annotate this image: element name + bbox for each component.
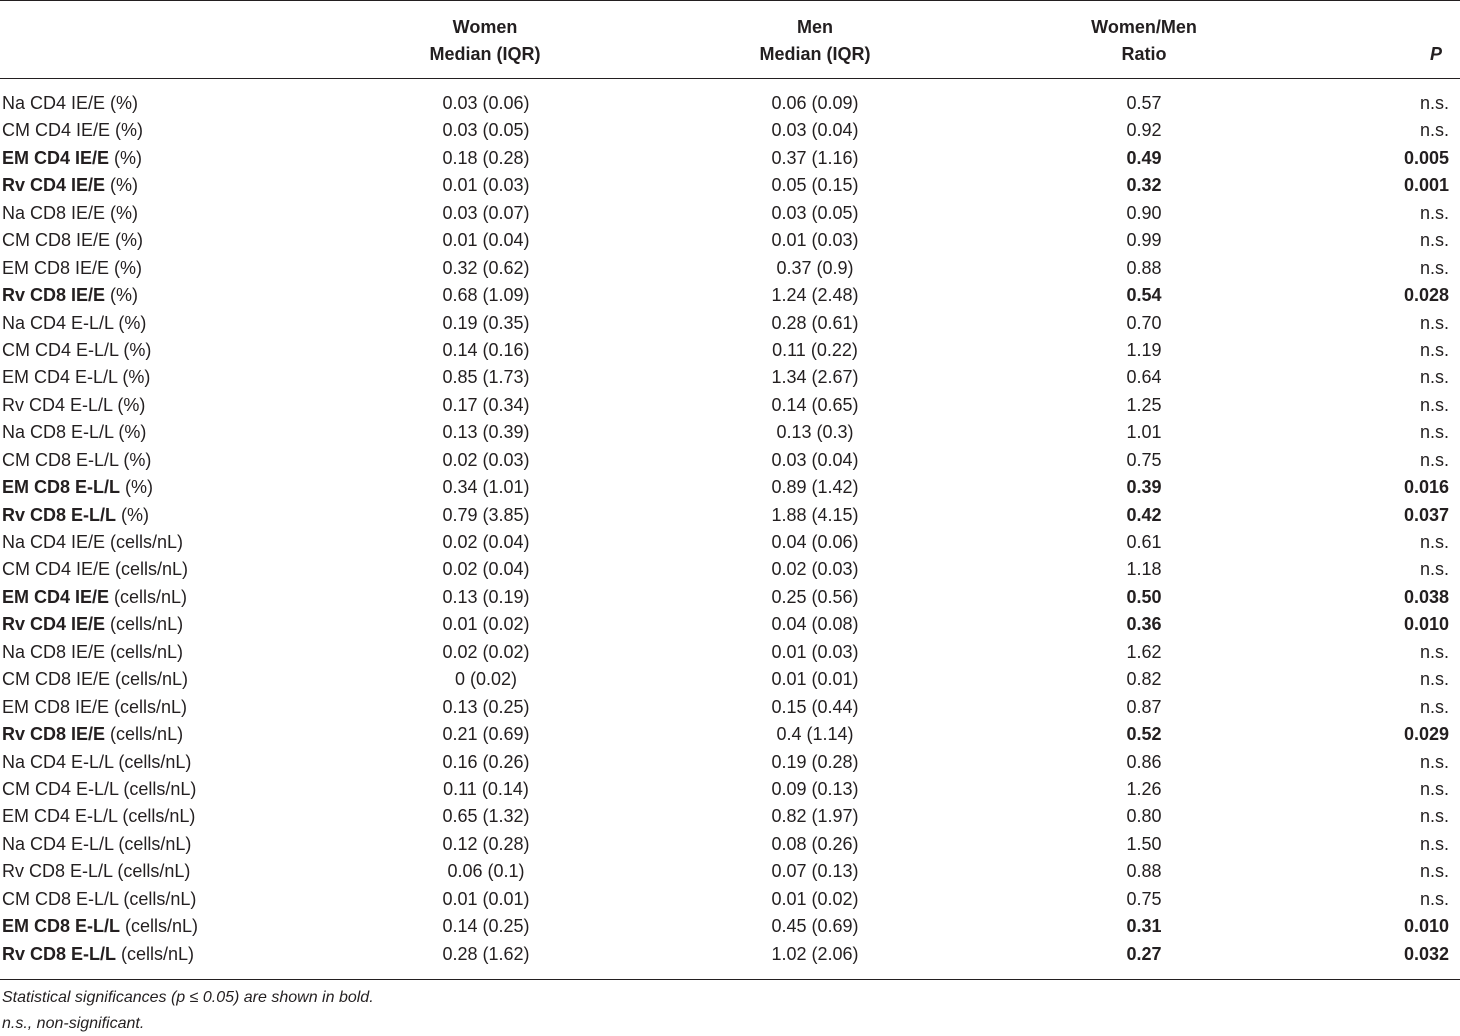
women-median-cell: 0.85 (1.73) [442, 367, 530, 388]
row-label-text: CM CD4 IE/E (%) [2, 120, 144, 141]
ratio-cell: 1.25 [1126, 394, 1162, 415]
row-label-text: (cells/nL) [109, 586, 188, 607]
table-row [0, 447, 1460, 474]
women-median-cell: 0.03 (0.05) [442, 120, 530, 141]
row-label-bold: Rv CD8 E-L/L [2, 504, 117, 525]
row-label-text: EM CD8 IE/E (%) [2, 257, 143, 278]
row-label-text: (%) [120, 477, 154, 498]
men-median-cell: 0.25 (0.56) [771, 586, 859, 607]
row-label [2, 117, 143, 144]
table-row [0, 419, 1460, 446]
row-label [2, 913, 198, 940]
ratio-cell: 0.80 [1126, 806, 1162, 827]
men-median-cell: 0.01 (0.03) [771, 230, 859, 251]
header-men [715, 14, 915, 68]
table-row [0, 639, 1460, 666]
ratio-cell: 0.54 [1126, 285, 1162, 306]
men-median-cell: 0.01 (0.02) [771, 888, 859, 909]
ratio-cell: 0.52 [1126, 724, 1162, 745]
row-label-text: Rv CD4 E-L/L (%) [2, 394, 146, 415]
men-median-cell: 0.37 (1.16) [771, 147, 859, 168]
ratio-cell: 0.88 [1126, 257, 1162, 278]
ratio-cell: 1.01 [1126, 422, 1162, 443]
row-label [2, 145, 142, 172]
row-label [2, 803, 195, 830]
row-label-text: (cells/nL) [120, 916, 199, 937]
men-median-cell: 0.4 (1.14) [776, 724, 854, 745]
ratio-cell: 0.42 [1126, 504, 1162, 525]
row-label-text: CM CD8 E-L/L (cells/nL) [2, 888, 197, 909]
row-label [2, 474, 153, 501]
row-label-text: EM CD8 IE/E (cells/nL) [2, 696, 188, 717]
women-median-cell: 0.03 (0.06) [442, 93, 530, 113]
row-label [2, 584, 187, 611]
row-label-bold: Rv CD8 IE/E [2, 724, 106, 745]
men-median-cell: 0.19 (0.28) [771, 751, 859, 772]
header-ratio [1044, 14, 1244, 68]
ratio-cell: 0.32 [1126, 175, 1162, 196]
footnote-significance: Statistical significances (p ≤ 0.05) are shown in bold. [2, 989, 374, 1006]
row-label-text: Na CD4 E-L/L (%) [2, 312, 147, 333]
row-label-bold: Rv CD8 E-L/L [2, 943, 117, 964]
men-median-cell: 0.45 (0.69) [771, 916, 859, 937]
ratio-cell: 0.88 [1126, 861, 1162, 882]
women-median-cell: 0 (0.02) [454, 669, 518, 690]
p-value-cell: n.s. [1419, 778, 1449, 799]
row-label [2, 364, 150, 391]
ratio-cell: 0.90 [1126, 202, 1162, 223]
p-value-cell: 0.010 [1403, 916, 1449, 937]
row-label [2, 831, 191, 858]
header-men-line2: Median (IQR) [759, 44, 871, 64]
women-median-cell: 0.13 (0.39) [442, 422, 530, 443]
row-label-text: Na CD8 E-L/L (%) [2, 422, 147, 443]
p-value-cell: n.s. [1419, 641, 1449, 662]
men-median-cell: 0.08 (0.26) [771, 833, 859, 854]
p-value-cell: n.s. [1419, 532, 1449, 552]
row-label-text: Na CD8 IE/E (%) [2, 202, 139, 223]
ratio-cell: 0.70 [1126, 312, 1162, 333]
table-row [0, 392, 1460, 419]
ratio-cell: 1.50 [1126, 833, 1162, 854]
women-median-cell: 0.13 (0.19) [442, 586, 530, 607]
row-label-text: CM CD8 IE/E (%) [2, 230, 144, 251]
table-row [0, 886, 1460, 913]
table-row [0, 694, 1460, 721]
row-label-text: CM CD8 IE/E (cells/nL) [2, 669, 189, 690]
ratio-cell: 0.31 [1126, 916, 1162, 937]
row-label-text: (cells/nL) [116, 943, 195, 964]
table-row [0, 584, 1460, 611]
row-label [2, 502, 149, 529]
table-row [0, 831, 1460, 858]
table-row [0, 611, 1460, 638]
men-median-cell: 0.04 (0.08) [771, 614, 859, 635]
ratio-cell: 0.49 [1126, 147, 1162, 168]
men-median-cell: 0.02 (0.03) [771, 559, 859, 580]
ratio-cell: 0.27 [1126, 943, 1162, 964]
row-label-text: CM CD4 IE/E (cells/nL) [2, 559, 189, 580]
men-median-cell: 0.03 (0.04) [771, 449, 859, 470]
p-value-cell: n.s. [1419, 449, 1449, 470]
ratio-cell: 0.87 [1126, 696, 1162, 717]
ratio-cell: 0.36 [1126, 614, 1162, 635]
women-median-cell: 0.79 (3.85) [442, 504, 530, 525]
row-label [2, 556, 188, 583]
table-row [0, 858, 1460, 885]
row-label-bold: Rv CD8 IE/E [2, 285, 106, 306]
table-row [0, 666, 1460, 693]
men-median-cell: 0.89 (1.42) [771, 477, 859, 498]
row-label-text: EM CD4 E-L/L (%) [2, 367, 151, 388]
ratio-cell: 0.99 [1126, 230, 1162, 251]
row-label-text: (%) [105, 285, 139, 306]
row-label-bold: EM CD8 E-L/L [2, 916, 121, 937]
row-label-text: CM CD4 E-L/L (%) [2, 339, 152, 360]
table-top-rule [0, 0, 1460, 1]
footnote-ns: n.s., non-significant. [2, 1015, 145, 1032]
men-median-cell: 0.01 (0.03) [771, 641, 859, 662]
p-value-cell: n.s. [1419, 339, 1449, 360]
p-value-cell: 0.016 [1403, 477, 1449, 498]
row-label-text: (cells/nL) [105, 614, 184, 635]
p-value-cell: 0.010 [1403, 614, 1449, 635]
table-body [0, 90, 1460, 968]
row-label-bold: Rv CD4 IE/E [2, 175, 106, 196]
row-label-text: Na CD4 E-L/L (cells/nL) [2, 833, 192, 854]
ratio-cell: 1.19 [1126, 339, 1162, 360]
table-row [0, 337, 1460, 364]
p-value-cell: n.s. [1419, 669, 1449, 690]
men-median-cell: 0.09 (0.13) [771, 778, 859, 799]
header-ratio-line1: Women/Men [1091, 17, 1197, 37]
table-row [0, 529, 1460, 556]
table-row [0, 776, 1460, 803]
ratio-cell: 0.64 [1126, 367, 1162, 388]
table-header-rule [0, 78, 1460, 79]
women-median-cell: 0.18 (0.28) [442, 147, 530, 168]
table-row [0, 282, 1460, 309]
women-median-cell: 0.01 (0.02) [442, 614, 530, 635]
row-label-bold: EM CD4 IE/E [2, 147, 110, 168]
row-label-text: Na CD8 IE/E (cells/nL) [2, 641, 184, 662]
row-label-bold: EM CD8 E-L/L [2, 477, 121, 498]
women-median-cell: 0.17 (0.34) [442, 394, 530, 415]
men-median-cell: 0.06 (0.09) [771, 93, 859, 113]
women-median-cell: 0.12 (0.28) [442, 833, 530, 854]
table-row [0, 474, 1460, 501]
p-value-cell: n.s. [1419, 394, 1449, 415]
row-label [2, 392, 145, 419]
p-value-cell: 0.038 [1403, 586, 1449, 607]
row-label [2, 639, 183, 666]
p-value-cell: n.s. [1419, 120, 1449, 141]
table-row [0, 200, 1460, 227]
men-median-cell: 0.03 (0.04) [771, 120, 859, 141]
row-label [2, 776, 196, 803]
women-median-cell: 0.03 (0.07) [442, 202, 530, 223]
women-median-cell: 0.68 (1.09) [442, 285, 530, 306]
ratio-cell: 1.62 [1126, 641, 1162, 662]
table-row [0, 502, 1460, 529]
women-median-cell: 0.11 (0.14) [443, 778, 529, 799]
row-label [2, 886, 196, 913]
table-row [0, 90, 1460, 117]
p-value-cell: n.s. [1419, 312, 1449, 333]
table-row [0, 310, 1460, 337]
table-row [0, 255, 1460, 282]
p-value-cell: 0.001 [1403, 175, 1449, 196]
men-median-cell: 0.28 (0.61) [771, 312, 859, 333]
row-label [2, 529, 183, 556]
women-median-cell: 0.28 (1.62) [442, 943, 530, 964]
women-median-cell: 0.02 (0.02) [442, 641, 530, 662]
row-label-text: (%) [116, 504, 150, 525]
men-median-cell: 0.11 (0.22) [772, 339, 858, 360]
men-median-cell: 0.03 (0.05) [771, 202, 859, 223]
row-label-text: (cells/nL) [105, 724, 184, 745]
men-median-cell: 0.04 (0.06) [771, 532, 859, 552]
men-median-cell: 1.88 (4.15) [771, 504, 859, 525]
p-value-cell: n.s. [1419, 257, 1449, 278]
men-median-cell: 0.07 (0.13) [771, 861, 859, 882]
p-value-cell: n.s. [1419, 888, 1449, 909]
row-label [2, 255, 142, 282]
row-label [2, 419, 146, 446]
row-label-text: EM CD4 E-L/L (cells/nL) [2, 806, 196, 827]
p-value-cell: 0.028 [1403, 285, 1449, 306]
table-row [0, 721, 1460, 748]
row-label-text: (%) [105, 175, 139, 196]
women-median-cell: 0.34 (1.01) [442, 477, 530, 498]
women-median-cell: 0.32 (0.62) [442, 257, 530, 278]
row-label [2, 282, 138, 309]
row-label [2, 858, 190, 885]
row-label [2, 666, 188, 693]
table-row [0, 913, 1460, 940]
women-median-cell: 0.01 (0.04) [442, 230, 530, 251]
row-label [2, 447, 151, 474]
row-label [2, 337, 151, 364]
table-row [0, 172, 1460, 199]
row-label-text: Na CD4 E-L/L (cells/nL) [2, 751, 192, 772]
row-label-bold: EM CD4 IE/E [2, 586, 110, 607]
p-value-cell: n.s. [1419, 202, 1449, 223]
women-median-cell: 0.01 (0.03) [442, 175, 530, 196]
row-label-bold: Rv CD4 IE/E [2, 614, 106, 635]
p-value-cell: n.s. [1419, 367, 1449, 388]
header-women [385, 14, 585, 68]
header-men-line1: Men [797, 17, 833, 37]
men-median-cell: 0.01 (0.01) [771, 669, 859, 690]
p-value-cell: n.s. [1419, 806, 1449, 827]
row-label [2, 90, 138, 117]
row-label-text: CM CD8 E-L/L (%) [2, 449, 152, 470]
ratio-cell: 0.92 [1126, 120, 1162, 141]
men-median-cell: 0.14 (0.65) [771, 394, 859, 415]
row-label [2, 310, 146, 337]
women-median-cell: 0.02 (0.04) [442, 532, 530, 552]
ratio-cell: 0.75 [1126, 449, 1162, 470]
row-label-text: Na CD4 IE/E (%) [2, 93, 139, 113]
men-median-cell: 1.02 (2.06) [771, 943, 859, 964]
table-row [0, 145, 1460, 172]
ratio-cell: 0.82 [1126, 669, 1162, 690]
men-median-cell: 0.13 (0.3) [776, 422, 854, 443]
row-label [2, 611, 183, 638]
ratio-cell: 0.61 [1126, 532, 1162, 552]
men-median-cell: 0.37 (0.9) [776, 257, 854, 278]
table-bottom-rule [0, 979, 1460, 980]
ratio-cell: 0.39 [1126, 477, 1162, 498]
row-label [2, 694, 187, 721]
women-median-cell: 0.14 (0.25) [442, 916, 530, 937]
ratio-cell: 0.86 [1126, 751, 1162, 772]
row-label [2, 749, 191, 776]
table-row [0, 556, 1460, 583]
ratio-cell: 1.18 [1126, 559, 1162, 580]
row-label [2, 172, 138, 199]
men-median-cell: 0.82 (1.97) [771, 806, 859, 827]
row-label-text: (%) [109, 147, 143, 168]
men-median-cell: 1.24 (2.48) [771, 285, 859, 306]
p-value-cell: n.s. [1419, 422, 1449, 443]
women-median-cell: 0.65 (1.32) [442, 806, 530, 827]
women-median-cell: 0.16 (0.26) [442, 751, 530, 772]
row-label-text: Rv CD8 E-L/L (cells/nL) [2, 861, 191, 882]
men-median-cell: 0.05 (0.15) [771, 175, 859, 196]
p-value-cell: n.s. [1419, 230, 1449, 251]
table-row [0, 117, 1460, 144]
table-row [0, 364, 1460, 391]
ratio-cell: 0.75 [1126, 888, 1162, 909]
p-value-cell: n.s. [1419, 93, 1449, 113]
women-median-cell: 0.19 (0.35) [442, 312, 530, 333]
p-value-cell: n.s. [1419, 751, 1449, 772]
table-row [0, 941, 1460, 968]
women-median-cell: 0.21 (0.69) [442, 724, 530, 745]
women-median-cell: 0.13 (0.25) [442, 696, 530, 717]
p-value-cell: 0.029 [1403, 724, 1449, 745]
table-row [0, 749, 1460, 776]
ratio-cell: 0.50 [1126, 586, 1162, 607]
ratio-cell: 1.26 [1126, 778, 1162, 799]
p-value-cell: 0.037 [1403, 504, 1449, 525]
p-value-cell: 0.032 [1403, 943, 1449, 964]
header-ratio-line2: Ratio [1121, 44, 1167, 64]
p-value-cell: n.s. [1419, 833, 1449, 854]
header-women-line2: Median (IQR) [429, 44, 541, 64]
men-median-cell: 0.15 (0.44) [771, 696, 859, 717]
table-row [0, 227, 1460, 254]
p-value-cell: n.s. [1419, 861, 1449, 882]
p-value-cell: n.s. [1419, 559, 1449, 580]
row-label [2, 227, 143, 254]
men-median-cell: 1.34 (2.67) [771, 367, 859, 388]
p-value-cell: n.s. [1419, 696, 1449, 717]
p-value-cell: 0.005 [1403, 147, 1449, 168]
women-median-cell: 0.14 (0.16) [442, 339, 530, 360]
row-label [2, 721, 183, 748]
table-row [0, 803, 1460, 830]
header-women-line1: Women [452, 17, 518, 37]
women-median-cell: 0.01 (0.01) [442, 888, 530, 909]
row-label [2, 200, 138, 227]
women-median-cell: 0.02 (0.03) [442, 449, 530, 470]
header-p: P [1429, 44, 1442, 64]
row-label-text: Na CD4 IE/E (cells/nL) [2, 532, 184, 552]
row-label-text: CM CD4 E-L/L (cells/nL) [2, 778, 197, 799]
row-label [2, 941, 194, 968]
women-median-cell: 0.02 (0.04) [442, 559, 530, 580]
ratio-cell: 0.57 [1126, 93, 1162, 113]
women-median-cell: 0.06 (0.1) [447, 861, 525, 882]
